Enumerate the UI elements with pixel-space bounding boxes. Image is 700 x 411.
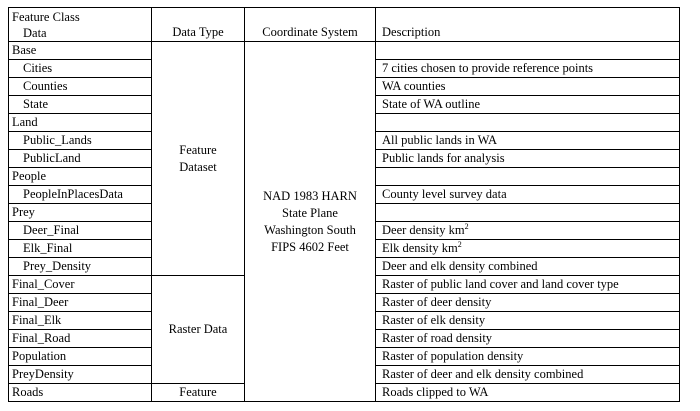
table-body	[9, 42, 680, 402]
description-cell	[376, 222, 680, 240]
coordinate-system-line: FIPS 4602 Feet	[271, 239, 349, 254]
description-text: Elk density km	[382, 241, 458, 255]
description-text: Public lands for analysis	[382, 151, 505, 165]
feature-class-cell: PublicLand	[9, 150, 152, 168]
description-cell	[376, 168, 680, 186]
table-container	[8, 7, 680, 402]
description-text: Raster of road density	[382, 331, 493, 345]
description-text: All public lands in WA	[382, 133, 498, 147]
feature-class-cell: Elk_Final	[9, 240, 152, 258]
description-text: Raster of public land cover and land cover type	[382, 277, 619, 291]
feature-class-cell: Final_Elk	[9, 312, 152, 330]
description-text: 7 cities chosen to provide reference points	[382, 61, 594, 75]
feature-class-cell: Deer_Final	[9, 222, 152, 240]
description-cell	[376, 294, 680, 312]
data-type-feature-cell: Feature	[152, 384, 245, 402]
feature-class-cell: Roads	[9, 384, 152, 402]
description-text: Roads clipped to WA	[382, 385, 489, 399]
feature-class-cell: PreyDensity	[9, 366, 152, 384]
feature-class-cell: Population	[9, 348, 152, 366]
description-cell	[376, 240, 680, 258]
coordinate-system-line: NAD 1983 HARN	[263, 188, 357, 203]
feature-class-cell: Prey_Density	[9, 258, 152, 276]
description-cell	[376, 60, 680, 78]
description-text: Deer and elk density combined	[382, 259, 538, 273]
header-data-type: Data Type	[152, 8, 245, 42]
description-cell	[376, 312, 680, 330]
description-text: County level survey data	[382, 187, 507, 201]
feature-class-cell: Final_Cover	[9, 276, 152, 294]
feature-class-table	[8, 7, 680, 402]
header-feature-class-line1: Feature Class	[12, 10, 80, 24]
feature-class-cell: Cities	[9, 60, 152, 78]
description-cell	[376, 258, 680, 276]
feature-class-cell: PeopleInPlacesData	[9, 186, 152, 204]
feature-class-cell: Base	[9, 42, 152, 60]
description-cell	[376, 366, 680, 384]
description-cell	[376, 384, 680, 402]
feature-class-cell: Prey	[9, 204, 152, 222]
description-cell	[376, 150, 680, 168]
header-description: Description	[376, 8, 680, 42]
description-cell	[376, 330, 680, 348]
coordinate-system-cell	[245, 42, 376, 402]
header-row	[9, 8, 680, 42]
table-row	[9, 42, 680, 60]
feature-class-cell: Final_Deer	[9, 294, 152, 312]
description-text: Raster of population density	[382, 349, 524, 363]
description-text: Raster of elk density	[382, 313, 486, 327]
data-type-feature-dataset-line2: Dataset	[179, 159, 217, 174]
description-cell	[376, 186, 680, 204]
data-type-raster-cell: Raster Data	[152, 276, 245, 384]
coordinate-system-line: State Plane	[282, 205, 338, 220]
superscript: 2	[457, 239, 462, 249]
description-text: WA counties	[382, 79, 446, 93]
description-cell	[376, 204, 680, 222]
description-cell	[376, 114, 680, 132]
header-feature-class-line2: Data	[23, 26, 47, 40]
feature-class-cell: Final_Road	[9, 330, 152, 348]
description-cell	[376, 276, 680, 294]
description-text: Raster of deer density	[382, 295, 492, 309]
feature-class-cell: Counties	[9, 78, 152, 96]
feature-class-cell: State	[9, 96, 152, 114]
feature-class-cell: Public_Lands	[9, 132, 152, 150]
description-cell	[376, 132, 680, 150]
data-type-feature-dataset-line1: Feature	[179, 142, 217, 157]
coordinate-system-line: Washington South	[264, 222, 356, 237]
feature-class-cell: Land	[9, 114, 152, 132]
description-text: Raster of deer and elk density combined	[382, 367, 584, 381]
description-cell	[376, 42, 680, 60]
description-cell	[376, 78, 680, 96]
header-coordinate-system: Coordinate System	[245, 8, 376, 42]
description-cell	[376, 96, 680, 114]
feature-class-cell: People	[9, 168, 152, 186]
description-text: State of WA outline	[382, 97, 481, 111]
data-type-feature-dataset-cell	[152, 42, 245, 276]
header-feature-class	[9, 8, 152, 42]
superscript: 2	[464, 221, 469, 231]
description-cell	[376, 348, 680, 366]
description-text: Deer density km	[382, 223, 465, 237]
